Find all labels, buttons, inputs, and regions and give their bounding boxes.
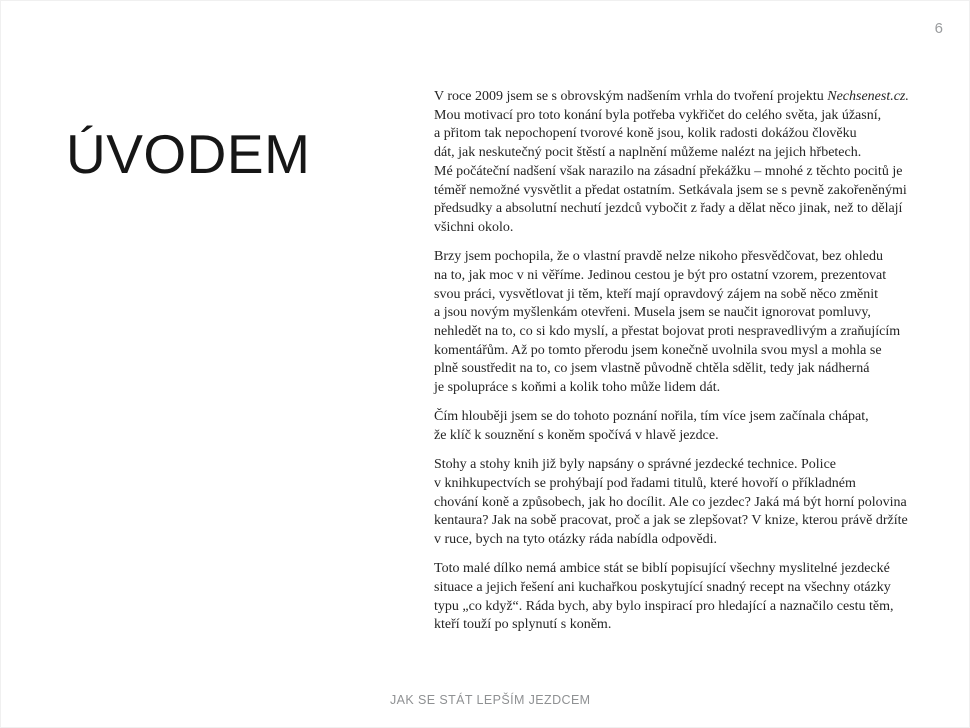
text-line (434, 200, 944, 219)
text-line (434, 267, 944, 286)
text-run: a přitom tak nepochopení tvorové koně jsou, kolik radosti dokážou člověku (434, 126, 857, 142)
footer-book-title: JAK SE STÁT LEPŠÍM JEZDCEM (390, 693, 591, 707)
text-line (434, 475, 944, 494)
text-run: téměř nemožné vysvětlit a předat ostatním. Setkávala jsem se s pevně zakořeněnými (434, 182, 907, 198)
text-line (434, 144, 944, 163)
text-line (434, 408, 944, 427)
body-column (434, 88, 944, 635)
text-run: plně soustředit na to, co jsem vlastně původně chtěla sdělit, tedy jak nádherná (434, 361, 870, 377)
text-line (434, 531, 944, 550)
text-line (434, 342, 944, 361)
text-line (434, 456, 944, 475)
text-run: v ruce, bych na tyto otázky ráda nabídla odpovědi. (434, 531, 718, 547)
text-run: kteří touží po splynutí s koněm. (434, 617, 612, 633)
text-line (434, 125, 944, 144)
text-run: Toto malé dílko nemá ambice stát se biblí popisující všechny myslitelné jezdecké (434, 561, 890, 577)
text-line (434, 427, 944, 446)
text-line (434, 494, 944, 513)
text-run: Mou motivací pro toto konání byla potřeba vykřičet do celého světa, jak úžasní, (434, 107, 882, 123)
text-line (434, 560, 944, 579)
text-line (434, 598, 944, 617)
text-line (434, 360, 944, 379)
text-line (434, 219, 944, 238)
text-line (434, 163, 944, 182)
text-run: a jsou novým myšlenkám otevřeni. Musela jsem se naučit ignorovat pomluvy, (434, 305, 871, 321)
text-run: chování koně a způsobech, jak ho docílit. Ale co jezdec? Jaká má být horní polovina (434, 494, 907, 510)
text-line (434, 616, 944, 635)
text-run: předsudky a absolutní nechutí jezdců vybočit z řady a dělat něco jinak, než to dělají (434, 201, 903, 217)
text-line (434, 286, 944, 305)
text-line (434, 304, 944, 323)
text-run: V roce 2009 jsem se s obrovským nadšením vrhla do tvoření projektu (434, 89, 828, 104)
italic-text-run: Nechsenest.cz. (827, 89, 909, 104)
text-run: svou práci, vysvětlovat ji těm, kteří mají opravdový zájem na sobě něco změnit (434, 286, 878, 302)
text-run: Stohy a stohy knih již byly napsány o správné jezdecké technice. Police (434, 457, 837, 473)
text-run: typu „co když“. Ráda bych, aby bylo inspirací pro hledající a naznačilo cestu těm, (434, 598, 894, 614)
paragraph (434, 456, 944, 550)
chapter-title: ÚVODEM (66, 122, 311, 185)
text-line (434, 323, 944, 342)
paragraph (434, 560, 944, 635)
page-number: 6 (934, 20, 943, 37)
paragraph (434, 248, 944, 398)
text-run: situace a jejich řešení ani kuchařkou poskytující snadný recept na všechny otázky (434, 579, 891, 595)
text-run: je spolupráce s koňmi a kolik toho může lidem dát. (434, 380, 721, 396)
paragraph (434, 408, 944, 445)
text-run: v knihkupectvích se prohýbají pod řadami titulů, které hovoří o příkladném (434, 475, 856, 491)
text-line (434, 248, 944, 267)
text-run: Brzy jsem pochopila, že o vlastní pravdě nelze nikoho přesvědčovat, bez ohledu (434, 249, 884, 265)
text-run: nehledět na to, co si kdo myslí, a přestat bojovat proti nespravedlivým a zraňujícím (434, 323, 901, 339)
text-line (434, 182, 944, 201)
text-run: všichni okolo. (434, 219, 514, 235)
text-run: Čím hlouběji jsem se do tohoto poznání nořila, tím více jsem začínala chápat, (434, 409, 869, 425)
text-line (434, 88, 944, 107)
text-line (434, 579, 944, 598)
text-run: dát, jak neskutečný pocit štěstí a naplnění můžeme nalézt na jejich hřbetech. (434, 145, 862, 161)
paragraph (434, 88, 944, 238)
text-run: že klíč k souznění s koněm spočívá v hlavě jezdce. (434, 427, 719, 443)
text-run: kentaura? Jak na sobě pracovat, proč a jak se zlepšovat? V knize, kterou právě držíte (434, 513, 908, 529)
text-run: komentářům. Až po tomto přerodu jsem konečně uvolnila svou mysl a mohla se (434, 342, 882, 358)
text-line (434, 379, 944, 398)
text-line (434, 512, 944, 531)
text-run: Mé počáteční nadšení však narazilo na zásadní překážku – mnohé z těchto pocitů je (434, 163, 903, 179)
text-run: na to, jak moc v ni věříme. Jedinou cestou je být pro ostatní vzorem, prezentovat (434, 267, 887, 283)
text-line (434, 107, 944, 126)
